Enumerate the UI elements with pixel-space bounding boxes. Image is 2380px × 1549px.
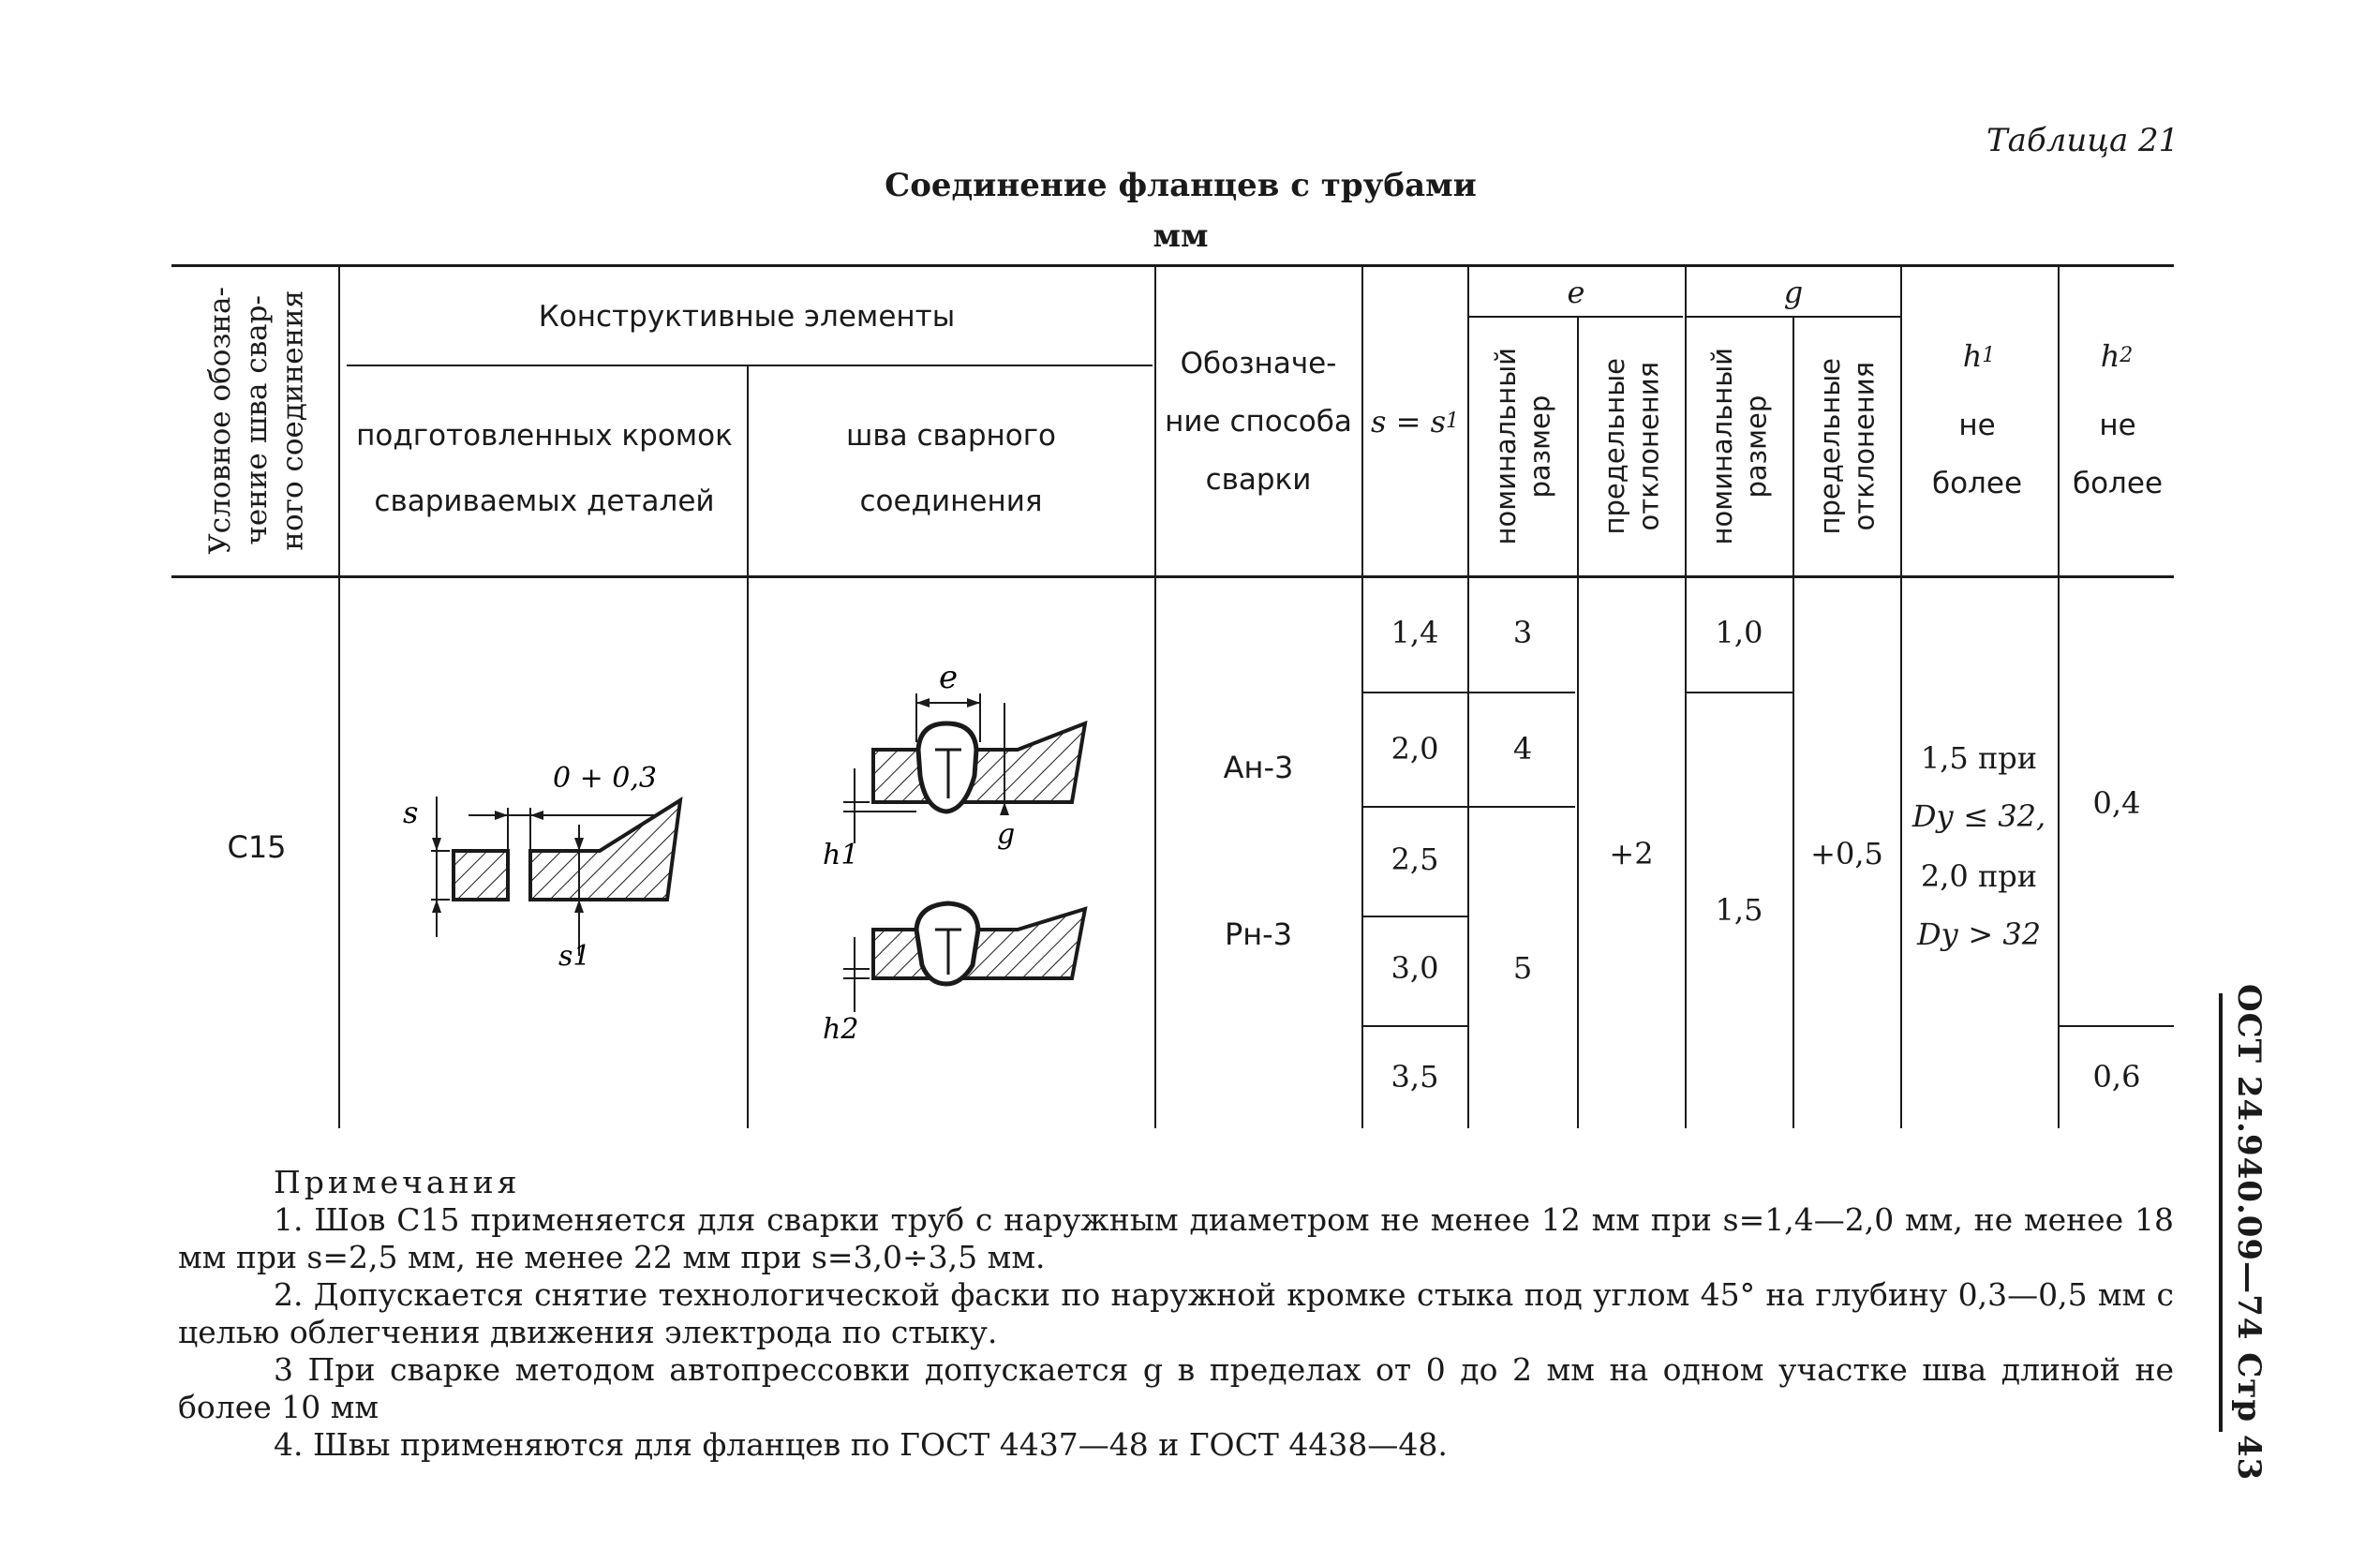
- header-h1: h 1: [1962, 337, 1996, 374]
- document-side-label: ОСТ 24.940.09—74 Стр 43: [2230, 984, 2268, 1482]
- header-weld-seam: шва сварного соединения: [846, 419, 1056, 518]
- s-value: 1,4: [1391, 615, 1439, 650]
- weld-seam-drawing: [806, 656, 1124, 1050]
- header-h2-limit: не более: [2072, 409, 2164, 500]
- col-divider: [747, 366, 749, 1128]
- s-value: 2,0: [1391, 731, 1439, 767]
- notes-heading: Примечания: [274, 1164, 521, 1200]
- row-rule: [1363, 692, 1575, 693]
- label-g: g: [997, 818, 1016, 851]
- header-g-deviation: предельные отклонения: [1813, 357, 1880, 535]
- label-e: e: [939, 659, 959, 696]
- method-rn3: Рн-3: [1224, 916, 1293, 952]
- label-gap: 0 + 0,3: [553, 762, 658, 795]
- h2-value: 0,6: [2092, 1059, 2141, 1095]
- e-nominal: 4: [1512, 731, 1533, 767]
- note-3: 3 При сварке методом автопрессовки допускается g в пределах от 0 до 2 мм на одном участке шва длиной не более 10 мм: [178, 1351, 2174, 1425]
- table-number: Таблица 21: [1986, 122, 2179, 159]
- col-divider: [1900, 266, 1902, 1128]
- g-nominal: 1,0: [1715, 615, 1763, 650]
- row-rule: [1687, 692, 1792, 693]
- row-rule: [2060, 1025, 2174, 1027]
- col-divider: [2058, 266, 2060, 1128]
- e-nominal: 3: [1512, 615, 1533, 650]
- header-prepared-edges: подготовленных кромок свариваемых деталей: [356, 419, 733, 518]
- header-e-deviation: предельные отклонения: [1598, 357, 1664, 535]
- row-rule: [1363, 916, 1467, 917]
- label-h2: h2: [823, 1013, 859, 1046]
- weld-code: С15: [227, 829, 287, 865]
- table-title: Соединение фланцев с трубами: [885, 167, 1477, 204]
- e-nominal: 5: [1512, 950, 1533, 986]
- prepared-edges-drawing: [375, 722, 712, 975]
- g-nominal: 1,5: [1715, 892, 1763, 928]
- h1-text: Dу > 32: [1916, 916, 2042, 952]
- header-welding-method: Обозначе-ние способа сварки: [1165, 347, 1352, 497]
- e-deviation: +2: [1609, 836, 1654, 871]
- s-value: 3,0: [1391, 950, 1439, 986]
- note-2: 2. Допускается снятие технологической фаски по наружной кромке стыка под углом 45° на глубину 0,3—0,5 мм с целью облегчения движения электрода по стыку.: [178, 1276, 2174, 1350]
- label-s: s: [403, 795, 419, 830]
- label-s1: s1: [558, 940, 591, 973]
- method-an3: Ан-3: [1223, 750, 1294, 785]
- h1-text: 2,0 при: [1920, 858, 2038, 894]
- design-elements-rule: [347, 365, 1153, 366]
- col-divider: [338, 266, 340, 1128]
- col-divider: [1361, 266, 1363, 1128]
- header-e: e: [1567, 274, 1585, 310]
- header-g-nominal: номинальный размер: [1705, 347, 1772, 545]
- h2-value: 0,4: [2092, 785, 2141, 821]
- row-rule: [1363, 806, 1575, 808]
- header-s: s = s 1: [1371, 403, 1459, 439]
- note-4: 4. Швы применяются для фланцев по ГОСТ 4437—48 и ГОСТ 4438—48.: [274, 1426, 1448, 1463]
- header-design-elements: Конструктивные элементы: [538, 299, 956, 334]
- header-h2: h 2: [2100, 337, 2134, 374]
- row-rule: [1363, 1025, 1467, 1027]
- label-h1: h1: [823, 839, 859, 871]
- header-g: g: [1783, 274, 1804, 310]
- note-1: 1. Шов С15 применяется для сварки труб с наружным диаметром не менее 12 мм при s=1,4—2,0 мм, не менее 18 мм при s=2,5 мм, не менее 22 мм при s=3,0÷3,5 мм.: [178, 1201, 2174, 1275]
- side-rule: [2219, 993, 2223, 1432]
- g-deviation: +0,5: [1810, 836, 1883, 871]
- s-value: 2,5: [1391, 842, 1439, 877]
- header-weld-code: Условное обозна- чение шва свар- ного соединения: [202, 287, 310, 555]
- col-divider: [1154, 266, 1156, 1128]
- header-h1-limit: не более: [1931, 409, 2023, 500]
- h1-text: Dу ≤ 32,: [1911, 798, 2046, 834]
- s-value: 3,5: [1391, 1059, 1439, 1095]
- units-label: мм: [1153, 217, 1209, 255]
- header-e-nominal: номинальный размер: [1489, 347, 1555, 545]
- table-top-rule: [171, 264, 2174, 267]
- header-bottom-rule: [171, 575, 2174, 578]
- h1-text: 1,5 при: [1920, 740, 2038, 776]
